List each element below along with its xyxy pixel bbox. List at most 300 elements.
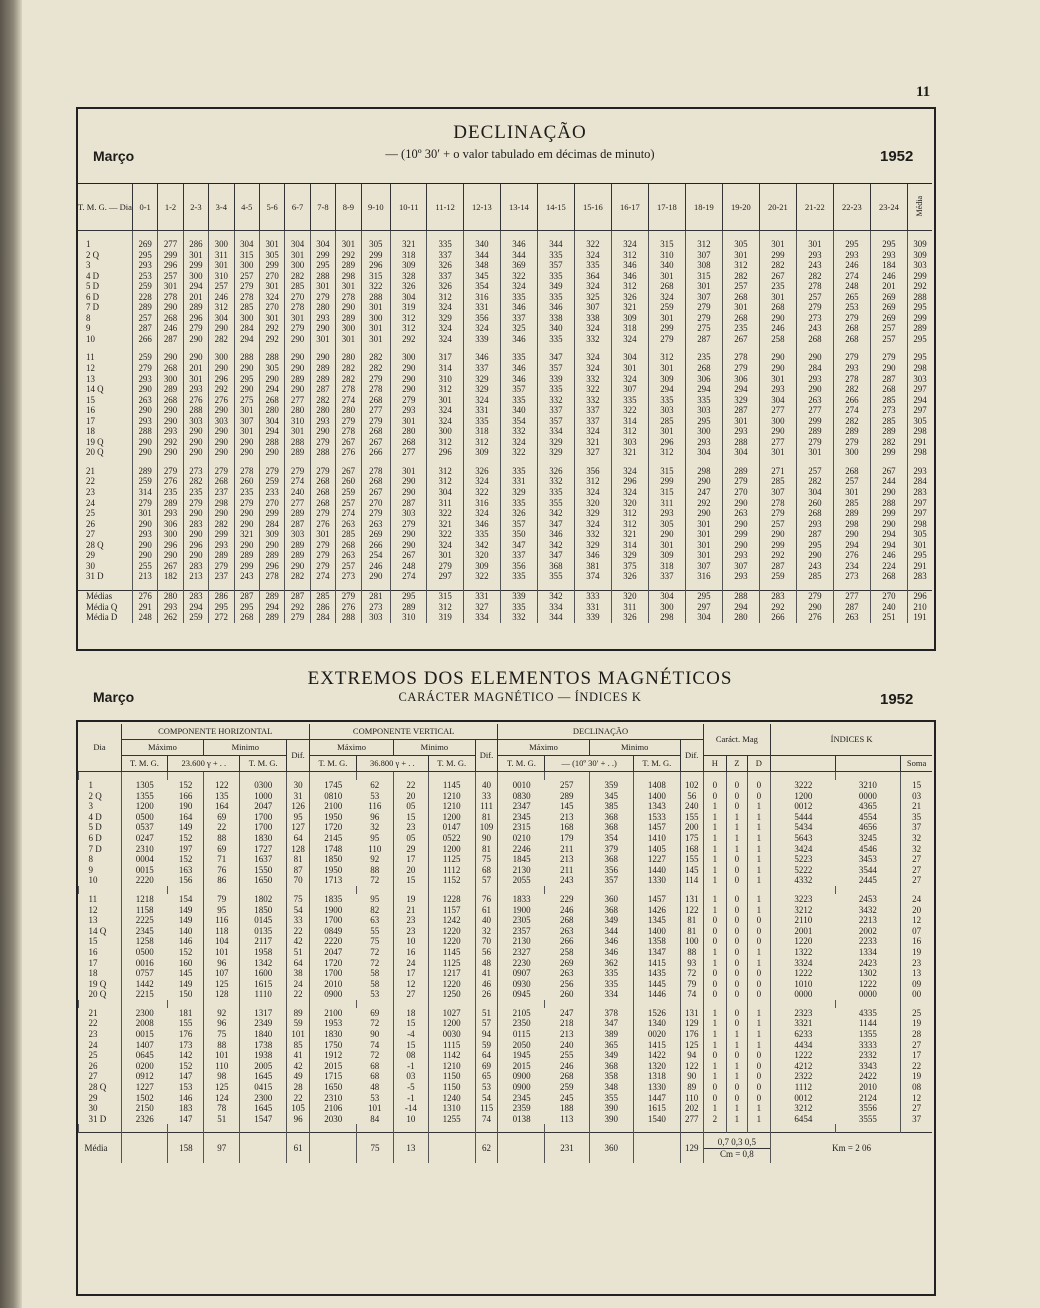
value-cell: 364 [574, 271, 611, 282]
value-cell: 257 [796, 292, 833, 303]
d-tmg-min: T. M. G. [633, 756, 680, 772]
value-cell: 289 [310, 363, 335, 374]
value-cell: 290 [391, 363, 427, 374]
value-cell: 308 [685, 260, 722, 271]
value-cell: 279 [833, 313, 870, 324]
value-cell: 288 [310, 271, 335, 282]
value-cell: 22 [394, 780, 429, 791]
value-cell: 228 [132, 292, 157, 303]
value-cell: 346 [500, 302, 537, 313]
value-cell: 290 [285, 384, 310, 395]
value-cell: 279 [132, 498, 157, 509]
value-cell: 68 [370, 1060, 380, 1071]
value-cell: 20 [901, 905, 932, 916]
value-cell: 284 [234, 323, 259, 334]
value-cell: 324 [427, 416, 463, 427]
value-cell: 3555 [858, 1113, 877, 1124]
value-cell: 1410 [633, 833, 680, 844]
value-cell: 335 [537, 334, 574, 345]
value-cell: 20 [394, 791, 429, 802]
value-cell: 296 [209, 374, 234, 385]
value-cell: 263 [336, 519, 361, 530]
col-hour-header: 5-6 [259, 184, 284, 231]
col-hour-header: 18-19 [685, 184, 722, 231]
col-mean-header [908, 184, 933, 231]
value-cell: 1200 [121, 801, 168, 812]
table-row [78, 426, 932, 437]
value-cell: 348 [463, 260, 500, 271]
value-cell: 346 [500, 334, 537, 345]
spacer-cell [633, 772, 680, 781]
value-cell: 301 [391, 466, 427, 477]
value-cell: 115 [475, 1103, 498, 1114]
value-cell: 301 [759, 374, 796, 385]
value-cell: 290 [285, 561, 310, 572]
spacer-cell [78, 344, 132, 352]
value-cell: 16 [394, 947, 429, 958]
value-cell: 326 [427, 281, 463, 292]
value-cell: 1 [747, 844, 771, 855]
value-cell: 290 [259, 447, 284, 458]
value-cell: 312 [611, 250, 648, 261]
col-hour-header: 17-18 [648, 184, 685, 231]
value-cell: 295 [908, 302, 933, 313]
value-cell: 3210 [858, 780, 877, 790]
value-cell: 309 [259, 529, 284, 540]
value-cell: 295 [908, 334, 933, 345]
value-cell: 279 [310, 540, 335, 551]
col-hour-header: 6-7 [285, 184, 310, 231]
value-cell: 1 [747, 875, 771, 886]
value-cell: 292 [685, 498, 722, 509]
value-cell: 312 [391, 313, 427, 324]
value-cell: 22 [287, 926, 310, 937]
value-cell: 62 [370, 780, 380, 790]
col-soma: Soma [901, 756, 932, 772]
table-row [79, 1008, 933, 1019]
value-cell: 95 [370, 832, 380, 843]
day-cell: 10 [88, 875, 98, 886]
value-cell: 318 [391, 250, 427, 261]
value-cell: 2349 [240, 1018, 287, 1029]
value-cell: 213 [559, 854, 574, 865]
value-cell: 6454 [771, 1114, 836, 1125]
value-cell: 285 [336, 529, 361, 540]
spacer-cell [908, 458, 933, 466]
mean-label: Média [79, 1133, 122, 1164]
value-cell: 301 [183, 374, 208, 385]
value-cell: 201 [870, 281, 907, 292]
value-cell: 324 [463, 395, 500, 406]
value-cell: 278 [285, 302, 310, 313]
value-cell: 224 [870, 561, 907, 572]
value-cell: 15 [394, 1040, 429, 1051]
value-cell: 0000 [771, 989, 836, 1000]
value-cell: 72 [370, 875, 380, 886]
value-cell: 100 [680, 936, 703, 947]
value-cell: 163 [178, 864, 193, 875]
value-cell: 263 [361, 519, 390, 530]
spacer-cell [633, 886, 680, 894]
value-cell: 1415 [633, 958, 680, 969]
value-cell: 305 [908, 416, 933, 427]
value-cell: 2010 [309, 979, 356, 990]
value-cell: 1142 [428, 1050, 475, 1061]
value-cell: 41 [475, 968, 498, 979]
value-cell: 267 [158, 561, 183, 572]
value-cell: 1637 [240, 854, 287, 865]
value-cell: 299 [259, 508, 284, 519]
value-cell: 1405 [633, 844, 680, 855]
value-cell: 1255 [428, 1114, 475, 1125]
value-cell: 3453 [858, 854, 877, 865]
spacer-cell [78, 458, 132, 466]
value-cell: 303 [685, 405, 722, 416]
mean-cell: 300 [648, 602, 685, 613]
table-row [78, 529, 932, 540]
mean-cell: 276 [132, 590, 157, 601]
value-cell: 340 [463, 239, 500, 250]
value-cell: 337 [500, 550, 537, 561]
value-cell: 290 [132, 437, 157, 448]
value-cell: 2347 [498, 801, 545, 812]
spacer-cell [428, 772, 475, 781]
value-cell: 357 [537, 416, 574, 427]
value-cell: 295 [234, 374, 259, 385]
value-cell: 0 [703, 936, 727, 947]
value-cell: 289 [336, 313, 361, 324]
value-cell: 268 [870, 384, 907, 395]
d-max: Máximo [498, 740, 589, 756]
value-cell: 31 [287, 791, 310, 802]
col-k1 [771, 756, 836, 772]
spacer-cell [500, 231, 537, 240]
value-cell: 0500 [121, 947, 168, 958]
value-cell: 278 [336, 426, 361, 437]
value-cell: 0 [747, 926, 771, 937]
value-cell: 268 [158, 313, 183, 324]
value-cell: 0138 [498, 1114, 545, 1125]
mean-cell: 334 [537, 602, 574, 613]
mean-cell: 344 [537, 612, 574, 623]
value-cell: 48 [475, 958, 498, 969]
mean-row [79, 1133, 933, 1164]
spacer-cell [240, 886, 287, 894]
value-cell: 96 [204, 958, 240, 969]
value-cell: 244 [870, 476, 907, 487]
value-cell: 2117 [240, 936, 287, 947]
mean-cell: 315 [427, 590, 463, 601]
value-cell: 2445 [858, 875, 877, 886]
value-cell: 24 [287, 979, 310, 990]
value-cell: 1645 [240, 1103, 287, 1114]
value-cell: 155 [680, 812, 703, 823]
value-cell: 0 [747, 1050, 771, 1061]
value-cell: 2055 [498, 875, 545, 886]
value-cell: 96 [370, 811, 380, 822]
value-cell: 322 [500, 447, 537, 458]
value-cell: 0849 [309, 926, 356, 937]
spacer-cell [833, 458, 870, 466]
value-cell: 1222 [858, 978, 877, 989]
value-cell: 346 [500, 239, 537, 250]
spacer-cell [589, 772, 633, 781]
value-cell: 301 [391, 416, 427, 427]
value-cell: 293 [132, 374, 157, 385]
spacer-cell [309, 1000, 356, 1008]
value-cell: 1258 [121, 936, 168, 947]
value-cell: 300 [183, 271, 208, 282]
value-cell: 335 [500, 466, 537, 477]
value-cell: 324 [427, 405, 463, 416]
value-cell: 29 [394, 844, 429, 855]
spacer-cell [870, 582, 907, 591]
value-cell: 310 [648, 250, 685, 261]
value-cell: 312 [391, 323, 427, 334]
value-cell: 270 [259, 302, 284, 313]
value-cell: 72 [370, 957, 380, 968]
value-cell: 257 [870, 323, 907, 334]
day-cell: 9 [86, 323, 91, 334]
spacer-cell [309, 886, 356, 894]
day-cell: 14 Q [86, 384, 104, 395]
value-cell: 1 [703, 1071, 727, 1082]
value-cell: 1415 [633, 1040, 680, 1051]
blank [498, 1133, 545, 1164]
page-number: 11 [916, 84, 931, 100]
value-cell: 248 [391, 561, 427, 572]
value-cell: 64 [287, 958, 310, 969]
value-cell: 12 [394, 979, 429, 990]
spacer-cell [633, 1000, 680, 1008]
value-cell: 2322 [771, 1071, 836, 1082]
value-cell: 356 [500, 561, 537, 572]
value-cell: 301 [833, 487, 870, 498]
day-cell: 23 [86, 487, 95, 498]
value-cell: 00 [901, 989, 932, 1000]
value-cell: 1720 [309, 822, 356, 833]
value-cell: 0 [727, 780, 747, 791]
mean-cell: 320 [611, 590, 648, 601]
value-cell: 1027 [428, 1008, 475, 1019]
value-cell: 299 [870, 447, 907, 458]
value-cell: 164 [178, 811, 193, 822]
value-cell: 2124 [858, 1092, 877, 1103]
value-cell: 0 [727, 905, 747, 916]
value-cell: 122 [680, 905, 703, 916]
value-cell: 28 [287, 1082, 310, 1093]
v-tmg-min: T. M. G. [428, 756, 475, 772]
value-cell: 321 [611, 302, 648, 313]
value-cell: 290 [391, 374, 427, 385]
mean-cell: 331 [574, 602, 611, 613]
value-cell: 1010 [771, 979, 836, 990]
value-cell: 266 [132, 334, 157, 345]
value-cell: 0200 [121, 1061, 168, 1072]
value-cell: 279 [391, 519, 427, 530]
day-cell: 6 D [88, 832, 102, 843]
value-cell: 1 [727, 1061, 747, 1072]
value-cell: 293 [310, 313, 335, 324]
value-cell: 69 [204, 844, 240, 855]
col-hour-header: 13-14 [500, 184, 537, 231]
value-cell: 345 [463, 271, 500, 282]
value-cell: 300 [391, 352, 427, 363]
day-cell: 12 [88, 904, 98, 915]
value-cell: 301 [759, 239, 796, 250]
spacer-cell [285, 582, 310, 591]
value-cell: 229 [559, 893, 574, 904]
value-cell: 304 [310, 239, 335, 250]
value-cell: 369 [500, 260, 537, 271]
spacer-cell [836, 886, 901, 894]
value-cell: 235 [183, 487, 208, 498]
value-cell: 2010 [858, 1082, 877, 1093]
value-cell: 18 [394, 1008, 429, 1019]
value-cell: 290 [759, 352, 796, 363]
value-cell: 1748 [309, 844, 356, 855]
value-cell: 301 [427, 395, 463, 406]
value-cell: 280 [259, 405, 284, 416]
value-cell: 290 [209, 437, 234, 448]
col-hour-header: 10-11 [391, 184, 427, 231]
value-cell: 282 [183, 476, 208, 487]
table-row [78, 498, 932, 509]
value-cell: 346 [500, 374, 537, 385]
value-cell: 2130 [498, 865, 545, 876]
value-cell: 2030 [309, 1114, 356, 1125]
spacer-cell [356, 1124, 393, 1133]
value-cell: 116 [204, 915, 240, 926]
value-cell: 5444 [771, 812, 836, 823]
value-cell: 3432 [858, 904, 877, 915]
value-cell: 279 [722, 476, 759, 487]
table-row [78, 384, 932, 395]
value-cell: 2008 [121, 1018, 168, 1029]
value-cell: 322 [574, 239, 611, 250]
value-cell: 290 [183, 508, 208, 519]
value-cell: 288 [259, 352, 284, 363]
value-cell: 201 [183, 292, 208, 303]
value-cell: 301 [361, 323, 390, 334]
spacer-cell [771, 1000, 836, 1008]
table-row [78, 540, 932, 551]
spacer-cell [309, 772, 356, 781]
value-cell: 149 [178, 915, 193, 926]
value-cell: 294 [722, 384, 759, 395]
value-cell: 268 [833, 323, 870, 334]
value-cell: 1310 [428, 1103, 475, 1114]
value-cell: 321 [611, 529, 648, 540]
col-hour-header: 0-1 [132, 184, 157, 231]
value-cell: 1540 [633, 1114, 680, 1125]
value-cell: 290 [722, 519, 759, 530]
value-cell: 4554 [858, 811, 877, 822]
value-cell: 0 [703, 1050, 727, 1061]
value-cell: 326 [611, 292, 648, 303]
spacer-cell [78, 582, 132, 591]
value-cell: 335 [685, 395, 722, 406]
value-cell: 08 [901, 1082, 932, 1093]
value-cell: 346 [500, 363, 537, 374]
value-cell: 32 [370, 822, 380, 833]
value-cell: 295 [833, 239, 870, 250]
value-cell: 279 [310, 561, 335, 572]
value-cell: 280 [336, 352, 361, 363]
value-cell: 360 [589, 894, 633, 905]
value-cell: 301 [722, 250, 759, 261]
value-cell: 309 [908, 250, 933, 261]
mean-cell: 327 [463, 602, 500, 613]
value-cell: 1217 [428, 968, 475, 979]
h-max: Máximo [121, 740, 204, 756]
spacer-cell [427, 231, 463, 240]
value-cell: 268 [361, 476, 390, 487]
value-cell: 278 [234, 292, 259, 303]
carac-header: Caráct. Mag [703, 724, 771, 756]
value-cell: 294 [259, 426, 284, 437]
spacer-cell [685, 582, 722, 591]
day-cell: 20 Q [88, 989, 107, 1000]
value-cell: 240 [680, 801, 703, 812]
value-cell: 293 [209, 540, 234, 551]
value-cell: 301 [722, 416, 759, 427]
value-cell: 301 [310, 529, 335, 540]
value-cell: 344 [463, 250, 500, 261]
value-cell: 335 [537, 250, 574, 261]
value-cell: 0 [747, 780, 771, 791]
mean-cell: 294 [183, 602, 208, 613]
value-cell: 293 [310, 416, 335, 427]
value-cell: 286 [183, 239, 208, 250]
value-cell: 312 [427, 292, 463, 303]
col-hour-header: 8-9 [336, 184, 361, 231]
value-cell: 0010 [498, 780, 545, 791]
value-cell: 297 [908, 384, 933, 395]
value-cell: 1446 [633, 989, 680, 1000]
mean-cell: 303 [361, 612, 390, 623]
value-cell: 290 [183, 426, 208, 437]
value-cell: 2 [703, 1114, 727, 1125]
value-cell: 1650 [240, 875, 287, 886]
value-cell: 279 [132, 363, 157, 374]
value-cell: 1220 [428, 926, 475, 937]
value-cell: 298 [336, 271, 361, 282]
value-cell: 292 [158, 437, 183, 448]
value-cell: 300 [685, 426, 722, 437]
col-day-header: T. M. G. — Dia [78, 184, 132, 231]
col-hour-header: 12-13 [463, 184, 500, 231]
spacer-cell [498, 772, 545, 781]
value-cell: 279 [310, 550, 335, 561]
v-base: 36.800 γ + . . [356, 756, 428, 772]
value-cell: 255 [559, 1050, 574, 1061]
value-cell: 213 [559, 1029, 574, 1040]
value-cell: 301 [158, 281, 183, 292]
value-cell: 290 [259, 540, 284, 551]
value-cell: 304 [759, 395, 796, 406]
value-cell: 324 [427, 334, 463, 345]
value-cell: 289 [183, 302, 208, 313]
value-cell: 4332 [771, 875, 836, 886]
day-cell: 23 [88, 1029, 98, 1040]
value-cell: 301 [685, 519, 722, 530]
mean-cell: 210 [908, 602, 933, 613]
value-cell: 277 [158, 239, 183, 250]
spacer-cell [168, 1124, 204, 1133]
value-cell: 1400 [633, 791, 680, 802]
value-cell: 326 [537, 466, 574, 477]
